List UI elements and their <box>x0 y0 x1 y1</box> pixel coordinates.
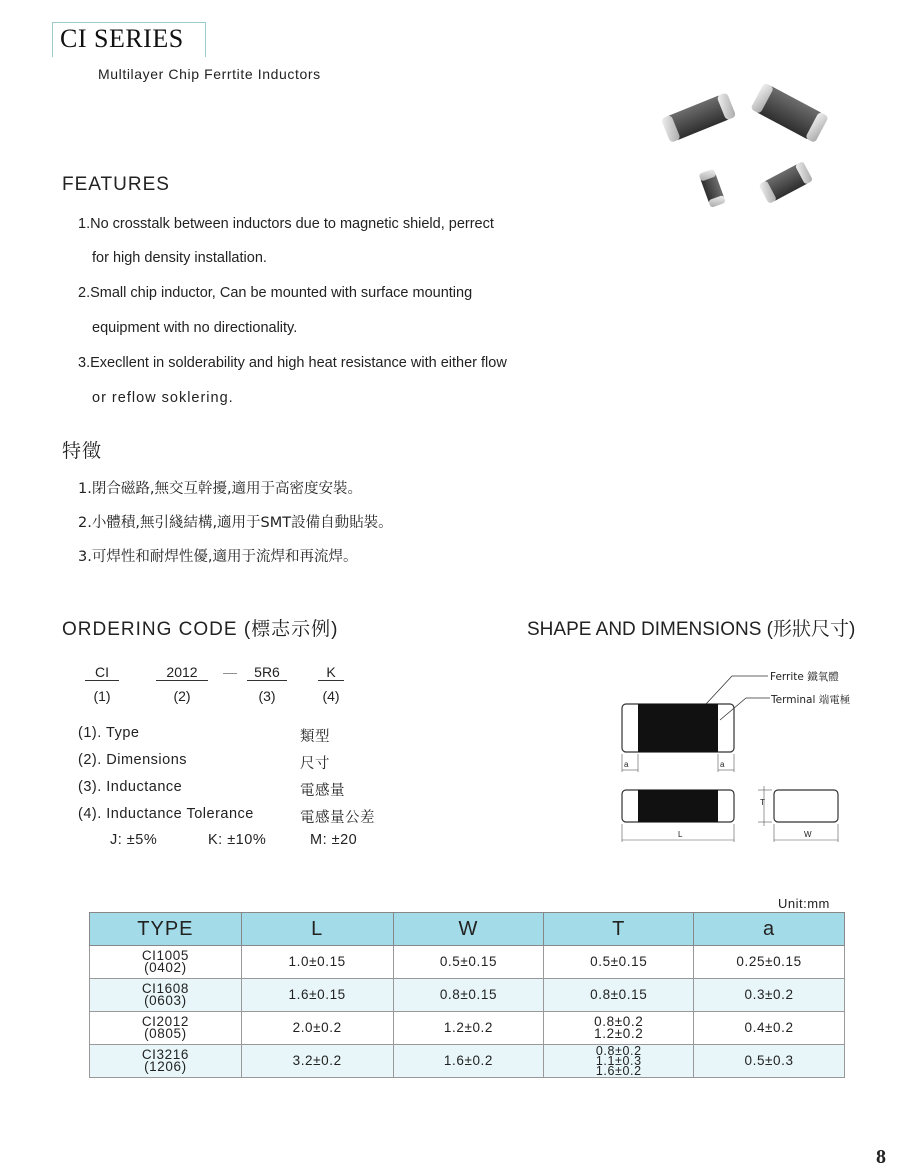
dimensions-table <box>89 912 845 1078</box>
type-size: (1206) <box>144 1059 187 1074</box>
dim-T: T <box>760 798 765 807</box>
code-index: (1) <box>93 688 111 704</box>
code-index: (3) <box>258 688 276 704</box>
header-W: W <box>393 913 544 946</box>
table-row <box>90 1045 845 1078</box>
table-row <box>90 1012 845 1045</box>
cell-W: 0.5±0.15 <box>393 946 544 979</box>
definition-cn: 類型 <box>300 729 330 745</box>
feature-line: 3.Execllent in solderability and high heat resistance with either flow <box>78 355 507 371</box>
ferrite-body <box>638 704 718 752</box>
features-heading: FEATURES <box>62 174 170 195</box>
cell-T <box>544 979 694 1012</box>
terminal-label: Terminal 端電極 <box>771 694 851 706</box>
chip-2 <box>750 82 829 143</box>
cell-T <box>544 1045 694 1078</box>
product-photo <box>655 78 835 218</box>
chip-end-outline <box>774 790 838 822</box>
cell-L: 1.0±0.15 <box>241 946 393 979</box>
dim-a-left: a <box>624 760 629 769</box>
type-code: CI2012 <box>141 1014 189 1029</box>
cell-type <box>90 946 242 979</box>
tolerance-m: M: ±20 <box>310 832 358 848</box>
feature-cn-line: 1.閉合磁路,無交互幹擾,適用于高密度安裝。 <box>78 481 363 497</box>
header-L: L <box>241 913 393 946</box>
series-title: CI SERIES <box>60 24 184 53</box>
type-size: (0603) <box>144 993 187 1008</box>
dim-a-right: a <box>720 760 725 769</box>
t-value: 0.8±0.2 <box>594 1014 644 1029</box>
cell-W: 1.6±0.2 <box>393 1045 544 1078</box>
page-number: 8 <box>876 1146 886 1168</box>
feature-line: or reflow soklering. <box>92 390 234 406</box>
header-type: TYPE <box>90 913 242 946</box>
cell-L: 2.0±0.2 <box>241 1012 393 1045</box>
code-dimensions: 2012 <box>156 664 208 681</box>
feature-line: equipment with no directionality. <box>92 320 298 336</box>
t-value: 0.8±0.2 <box>595 1044 642 1058</box>
definition-cn: 尺寸 <box>300 756 330 772</box>
definition-en: (3). Inductance <box>78 779 183 795</box>
type-code: CI1608 <box>141 981 189 996</box>
cell-W: 1.2±0.2 <box>393 1012 544 1045</box>
header-T: T <box>544 913 694 946</box>
unit-label: Unit:mm <box>778 896 830 911</box>
t-value: 1.2±0.2 <box>594 1026 644 1041</box>
cell-L: 3.2±0.2 <box>241 1045 393 1078</box>
cell-type <box>90 1045 242 1078</box>
product-subtitle: Multilayer Chip Ferrtite Inductors <box>98 66 321 82</box>
cell-a: 0.5±0.3 <box>694 1045 845 1078</box>
code-tolerance: K <box>318 664 344 681</box>
definition-cn: 電感量公差 <box>300 810 375 826</box>
tolerance-k: K: ±10% <box>208 832 267 848</box>
feature-line: for high density installation. <box>92 250 267 266</box>
table-header-row <box>90 913 845 946</box>
t-value: 1.1±0.3 <box>595 1054 642 1068</box>
tolerance-j: J: ±5% <box>110 832 158 848</box>
features-cn-heading: 特徵 <box>62 440 103 462</box>
cell-T <box>544 946 694 979</box>
cell-a: 0.25±0.15 <box>694 946 845 979</box>
table-row <box>90 946 845 979</box>
cell-type <box>90 1012 242 1045</box>
ferrite-leader <box>706 676 768 704</box>
dim-W: W <box>804 830 812 839</box>
cell-a: 0.4±0.2 <box>694 1012 845 1045</box>
ferrite-side <box>638 790 718 822</box>
ferrite-label: Ferrite 鐵氧體 <box>770 671 839 683</box>
t-value: 0.5±0.15 <box>590 954 648 969</box>
header-a: a <box>694 913 845 946</box>
shape-heading: SHAPE AND DIMENSIONS (形狀尺寸) <box>527 619 856 640</box>
t-value: 1.6±0.2 <box>595 1064 642 1078</box>
dimension-drawing <box>610 660 870 850</box>
feature-cn-line: 3.可焊性和耐焊性優,適用于流焊和再流焊。 <box>78 549 358 565</box>
cell-W: 0.8±0.15 <box>393 979 544 1012</box>
definition-cn: 電感量 <box>300 783 345 799</box>
type-size: (0402) <box>144 960 187 975</box>
t-value: 0.8±0.15 <box>590 987 648 1002</box>
cell-a: 0.3±0.2 <box>694 979 845 1012</box>
feature-cn-line: 2.小體積,無引綫結構,適用于SMT設備自動貼裝。 <box>78 515 393 531</box>
cell-type <box>90 979 242 1012</box>
type-size: (0805) <box>144 1026 187 1041</box>
feature-line: 2.Small chip inductor, Can be mounted with surface mounting <box>78 285 473 301</box>
code-inductance: 5R6 <box>247 664 287 681</box>
definition-en: (4). Inductance Tolerance <box>78 806 254 822</box>
type-code: CI3216 <box>141 1047 189 1062</box>
definition-en: (2). Dimensions <box>78 752 188 768</box>
dim-L: L <box>678 830 683 839</box>
chip-1 <box>661 92 737 143</box>
code-separator: — <box>223 664 237 680</box>
code-index: (4) <box>322 688 340 704</box>
cell-L: 1.6±0.15 <box>241 979 393 1012</box>
table-row <box>90 979 845 1012</box>
chip-4 <box>759 161 813 204</box>
type-code: CI1005 <box>141 948 189 963</box>
cell-T <box>544 1012 694 1045</box>
feature-line: 1.No crosstalk between inductors due to magnetic shield, perrect <box>78 216 494 232</box>
ordering-code-heading: ORDERING CODE (標志示例) <box>62 619 339 640</box>
chip-3 <box>699 169 726 208</box>
definition-en: (1). Type <box>78 725 140 741</box>
code-type: CI <box>85 664 119 681</box>
code-index: (2) <box>173 688 191 704</box>
